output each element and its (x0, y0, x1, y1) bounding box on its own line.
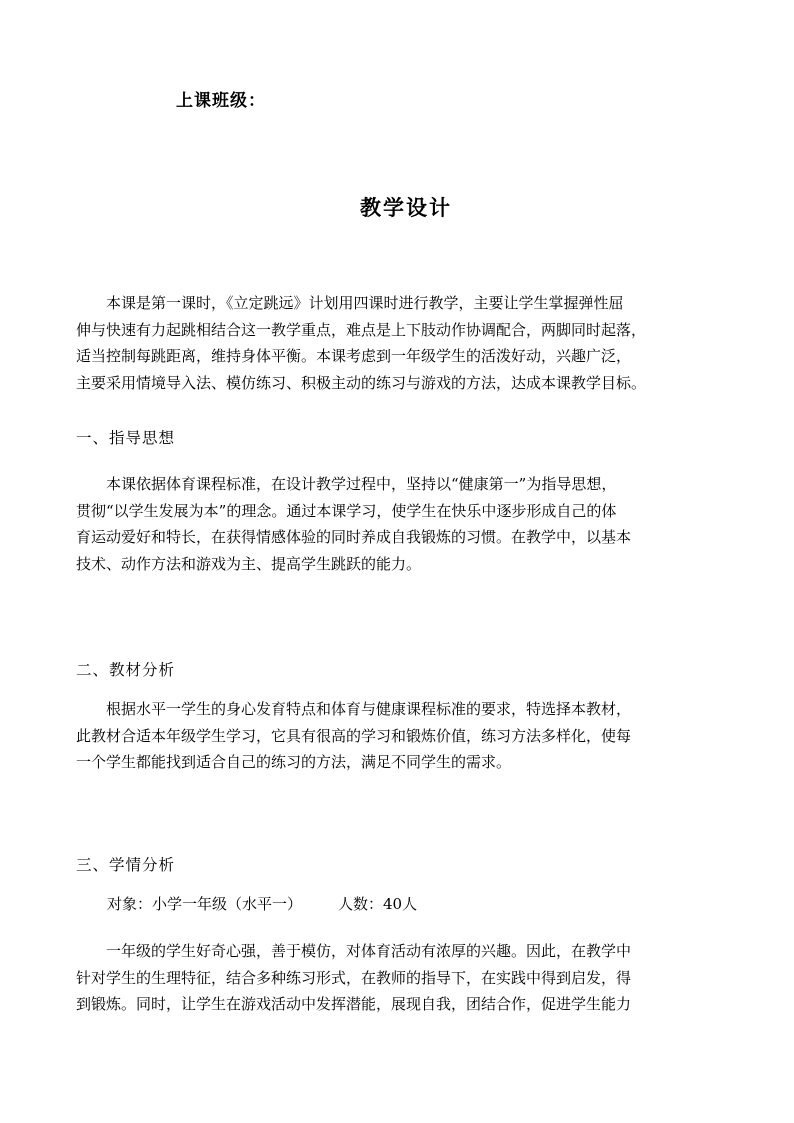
section-paragraph-material-analysis (76, 696, 686, 776)
paragraph-line: 根据水平一学生的身心发育特点和体育与健康课程标准的要求，特选择本教材， (76, 700, 632, 718)
paragraph-line: 此教材合适本年级学生学习，它具有很高的学习和锻炼价值，练习方法多样化，使每 (76, 726, 632, 745)
paragraph-line: 一年级的学生好奇心强，善于模仿，对体育活动有浓厚的兴趣。因此，在教学中 (76, 942, 632, 960)
paragraph-line: 一个学生都能找到适合自己的练习的方法，满足不同学生的需求。 (76, 753, 512, 771)
student-target-line (107, 893, 417, 914)
paragraph-line: 到锻炼。同时，让学生在游戏活动中发挥潜能，展现自我，团结合作，促进学生能力 (76, 995, 632, 1013)
section-heading-guiding-ideology: 一、指导思想 (76, 429, 176, 447)
intro-line: 本课是第一课时，《立定跳远》计划用四课时进行教学，主要让学生掌握弹性屈 (76, 294, 624, 312)
section-paragraph-guiding-ideology (76, 471, 686, 577)
intro-paragraph (76, 290, 686, 396)
class-label: 上课班级： (176, 91, 266, 111)
intro-line: 主要采用情境导入法、模仿练习、积极主动的练习与游戏的方法，达成本课教学目标。 (76, 373, 647, 392)
paragraph-line: 技术、动作方法和游戏为主、提高学生跳跃的能力。 (76, 554, 422, 573)
student-target: 对象：小学一年级（水平一） (107, 895, 303, 913)
paragraph-line: 本课依据体育课程标准，在设计教学过程中，坚持以“健康第一”为指导思想， (76, 475, 617, 493)
intro-line: 适当控制每跳距离，维持身体平衡。本课考虑到一年级学生的活泼好动，兴趣广泛， (76, 347, 632, 365)
section-heading-material-analysis: 二、教材分析 (76, 661, 176, 679)
paragraph-line: 贯彻“以学生发展为本”的理念。通过本课学习，使学生在快乐中逐步形成自己的体 (76, 501, 617, 520)
section-paragraph-student-analysis (76, 938, 686, 1018)
paragraph-line: 育运动爱好和特长，在获得情感体验的同时养成自我锻炼的习惯。在教学中，以基本 (76, 528, 632, 546)
student-count: 人数：40人 (338, 895, 418, 913)
section-heading-student-analysis: 三、学情分析 (76, 856, 176, 874)
document-title: 教学设计 (360, 195, 452, 220)
paragraph-line: 针对学生的生理特征，结合多种练习形式，在教师的指导下，在实践中得到启发，得 (76, 968, 632, 987)
intro-line: 伸与快速有力起跳相结合这一教学重点，难点是上下肢动作协调配合，两脚同时起落， (76, 320, 647, 339)
